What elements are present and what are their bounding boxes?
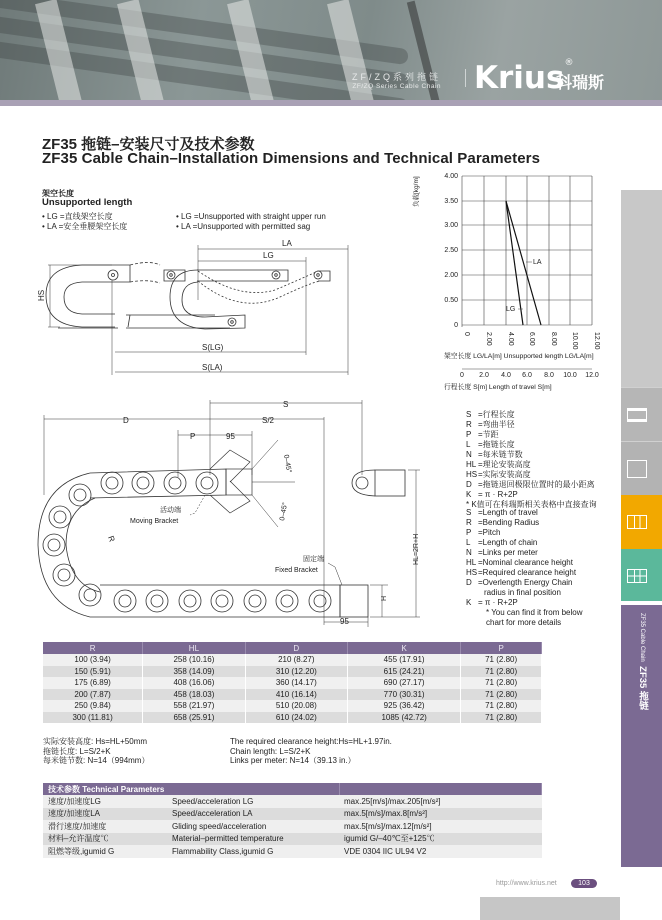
legend-value: =Pitch — [478, 528, 501, 537]
legend-value: =Overlength Energy Chain — [478, 578, 573, 587]
pitch-dim-label: P — [190, 432, 196, 441]
cell: 610 (24.02) — [245, 712, 347, 724]
grid-icon — [627, 569, 647, 583]
x-tick: 2.00 — [485, 332, 492, 346]
y-tick: 0.50 — [444, 297, 458, 304]
cell: 210 (8.27) — [245, 654, 347, 666]
col-header-d: D — [245, 642, 347, 654]
legend-key: R — [466, 518, 472, 527]
formula-line: 拖链长度: L=S/2+K — [43, 746, 111, 756]
radius-label: R — [106, 534, 117, 544]
page-title-en: ZF35 Cable Chain–Installation Dimensions and Technical Parameters — [42, 150, 541, 167]
series-en: ZF/ZQ Series Cable Chain — [352, 83, 441, 90]
y-tick: 2.00 — [444, 272, 458, 279]
x2-axis-label: 行程长度 S[m] Length of travel S[m] — [444, 384, 552, 391]
cell: 71 (2.80) — [461, 689, 542, 701]
banner-band — [0, 100, 662, 106]
cell: 150 (5.91) — [43, 666, 143, 678]
legend-key: HL — [466, 558, 477, 567]
legend-key: K — [466, 490, 472, 499]
y-tick: 4.00 — [444, 173, 458, 180]
table-row — [43, 795, 542, 808]
x2-tick: 2.0 — [479, 372, 489, 379]
fixed-bracket-cn: 固定端 — [303, 556, 324, 563]
unsupported-bullets-en — [176, 212, 326, 232]
angle-bottom-label: 0–45° — [279, 502, 290, 522]
x2-tick: 0 — [460, 372, 464, 379]
legend-value: =Length of chain — [478, 538, 538, 547]
formulas-en — [230, 737, 392, 766]
param-en: Speed/acceleration LA — [167, 808, 339, 821]
cell: 455 (17.91) — [348, 654, 461, 666]
cell: 458 (18.03) — [143, 689, 245, 701]
cell: 408 (16.06) — [143, 677, 245, 689]
legend-value: =实际安装高度 — [478, 470, 531, 479]
three-cell-icon — [627, 515, 647, 529]
bullet-lg-en: • LG =Unsupported with straight upper run — [176, 212, 326, 222]
side-tab-label-cn: ZF35 拖链 — [637, 666, 648, 710]
side-tab-label — [633, 613, 651, 710]
s-lg-label: S(LG) — [202, 343, 224, 352]
legend-value: =弯曲半径 — [478, 420, 515, 429]
formula-line: Chain length: L=S/2+K — [230, 746, 311, 756]
param-en: Material–permitted temperature — [167, 833, 339, 846]
bracket-icon — [627, 408, 647, 422]
chain-end-link — [352, 470, 405, 496]
angle-top-label: 0–45° — [282, 454, 293, 474]
formulas-cn — [43, 737, 149, 766]
legend-key: K — [466, 598, 472, 607]
param-cn: 滑行速度/加速度 — [43, 820, 167, 833]
y-tick: 3.00 — [444, 222, 458, 229]
param-cn: 速度/加速度LG — [43, 795, 167, 808]
footer-bar — [480, 897, 620, 920]
formula-line: Links per meter: N=14（39.13 in.） — [230, 756, 356, 765]
table-header-row — [43, 642, 542, 654]
fixed-bracket — [340, 585, 368, 617]
cell: 615 (24.21) — [348, 666, 461, 678]
legend-key: N — [466, 450, 472, 459]
section-heading-cn: 架空长度 — [42, 189, 74, 198]
cell: 175 (6.89) — [43, 677, 143, 689]
legend-value: =拖链长度 — [478, 440, 515, 449]
table-row — [43, 700, 542, 712]
param-value: max.25[m/s]/max.205[m/s²] — [339, 795, 542, 808]
legend-value: =理论安装高度 — [478, 460, 531, 469]
cell: 658 (25.91) — [143, 712, 245, 724]
legend-value: radius in final position — [484, 588, 561, 597]
bullet-la-en: • LA =Unsupported with permitted sag — [176, 222, 326, 232]
x2-tick: 4.0 — [501, 372, 511, 379]
param-cn: 材料–允许温度℃ — [43, 833, 167, 846]
lg-label: LG — [263, 251, 274, 260]
x-tick: 10.00 — [571, 332, 578, 350]
side-tab-category-1[interactable] — [621, 387, 662, 441]
legend-key: L — [466, 538, 471, 547]
h-dim-label: H — [381, 595, 388, 601]
x2-tick: 10.0 — [563, 372, 577, 379]
legend-value: = π · R+2P — [478, 490, 518, 499]
legend-key: HS — [466, 568, 478, 577]
param-en: Gliding speed/acceleration — [167, 820, 339, 833]
legend-key: D — [466, 480, 472, 489]
side-tab-label-en: ZF35 Cable Chain — [639, 613, 645, 662]
chart-grid — [462, 176, 592, 327]
side-tab-category-4[interactable] — [621, 549, 662, 601]
legend-note-en: * You can find it from below — [486, 608, 583, 617]
x-tick: 6.00 — [528, 332, 535, 346]
brand-name: Krius — [474, 60, 565, 96]
hs-label: HS — [37, 289, 46, 301]
x-tick: 0 — [463, 332, 470, 336]
legend-key: S — [466, 410, 472, 419]
technical-parameters-table — [43, 783, 542, 858]
symbol-legend-en — [466, 508, 583, 628]
width-95-top: 95 — [226, 432, 235, 441]
cell: 358 (14.09) — [143, 666, 245, 678]
registered-mark: ® — [564, 57, 574, 68]
s-half-dim-label: S/2 — [262, 416, 275, 425]
header-divider — [465, 69, 466, 87]
legend-value: =Length of travel — [478, 508, 538, 517]
side-tab-category-3[interactable] — [621, 495, 662, 549]
frame-icon — [627, 460, 647, 478]
s-dim-label: S — [283, 400, 289, 409]
cell: 360 (14.17) — [245, 677, 347, 689]
legend-key — [466, 588, 478, 598]
param-cn: 速度/加速度LA — [43, 808, 167, 821]
legend-note-cn: * K值可在科瑞斯相关表格中直接查询 — [466, 500, 597, 509]
page-number-badge: 103 — [571, 879, 597, 888]
table-row — [43, 808, 542, 821]
x-tick: 8.00 — [550, 332, 557, 346]
load-chart — [410, 165, 610, 395]
symbol-legend-cn — [466, 410, 597, 510]
param-value: max.5[m/s]/max.8[m/s²] — [339, 808, 542, 821]
moving-bracket-en: Moving Bracket — [130, 518, 179, 525]
cell: 71 (2.80) — [461, 700, 542, 712]
width-95-bottom: 95 — [340, 617, 349, 626]
legend-key: HL — [466, 460, 477, 469]
formula-line: The required clearance height:Hs=HL+1.97in. — [230, 737, 392, 746]
page-title-cn: ZF35 拖链–安装尺寸及技术参数 — [42, 136, 255, 153]
table-row — [43, 666, 542, 678]
unsupported-bullets-cn — [42, 212, 127, 232]
table-row — [43, 677, 542, 689]
legend-note-en: chart for more details — [486, 618, 562, 627]
x-axis-label: 架空长度 LG/LA[m] Unsupported length LG/LA[m] — [444, 353, 594, 360]
param-cn: 阻燃等级,igumid G — [43, 845, 167, 858]
legend-key: L — [466, 440, 471, 449]
param-value: VDE 0304 IIC UL94 V2 — [339, 845, 542, 858]
cell: 510 (20.08) — [245, 700, 347, 712]
bullet-lg-cn: • LG =直线架空长度 — [42, 212, 127, 222]
s-la-label: S(LA) — [202, 363, 223, 372]
table-row — [43, 833, 542, 846]
legend-value: =每米链节数 — [478, 450, 523, 459]
website-link[interactable]: http://www.krius.net — [496, 880, 557, 887]
col-header-p: P — [461, 642, 542, 654]
y-tick: 2.50 — [444, 247, 458, 254]
param-en: Flammability Class,igumid G — [167, 845, 339, 858]
tech-table-title: 技术参数 Technical Parameters — [43, 783, 339, 795]
side-tab-current-product[interactable] — [621, 605, 662, 867]
cell: 310 (12.20) — [245, 666, 347, 678]
legend-value: =行程长度 — [478, 410, 515, 419]
hl-dim-label: HL=2R+H — [413, 533, 420, 565]
bullet-la-cn: • LA =安全垂腰架空长度 — [42, 222, 127, 232]
legend-key: S — [466, 508, 472, 517]
y-axis-label: 负载[kg/m] — [413, 176, 420, 207]
cell: 100 (3.94) — [43, 654, 143, 666]
legend-key: P — [466, 528, 472, 537]
cell: 1085 (42.72) — [348, 712, 461, 724]
legend-key: D — [466, 578, 472, 587]
installation-drawing — [30, 395, 430, 635]
chain-links-lower — [90, 585, 368, 617]
dimensions-table — [43, 642, 542, 723]
cell: 258 (10.16) — [143, 654, 245, 666]
cell: 71 (2.80) — [461, 712, 542, 724]
chain-links-upper — [90, 469, 226, 498]
legend-value: =Links per meter — [478, 548, 538, 557]
legend-value: =Required clearance height — [478, 568, 577, 577]
lg-series-label: LG — [506, 306, 516, 313]
formula-line: 每米链节数: N=14（994mm） — [43, 756, 150, 765]
table-row — [43, 654, 542, 666]
x2-tick: 6.0 — [522, 372, 532, 379]
series-label — [352, 70, 441, 90]
unsupported-length-drawing — [30, 235, 370, 385]
legend-key: N — [466, 548, 472, 557]
cell: 925 (36.42) — [348, 700, 461, 712]
cell: 770 (30.31) — [348, 689, 461, 701]
cell: 690 (27.17) — [348, 677, 461, 689]
fixed-bracket-en: Fixed Bracket — [275, 567, 318, 574]
legend-value: =节距 — [478, 430, 499, 439]
side-tab-blank — [621, 190, 662, 387]
cell: 71 (2.80) — [461, 654, 542, 666]
tech-table-header-blank — [339, 783, 542, 795]
x-tick: 4.00 — [507, 332, 514, 346]
cell: 250 (9.84) — [43, 700, 143, 712]
legend-key: P — [466, 430, 472, 439]
formula-line: 实际安装高度: Hs=HL+50mm — [43, 737, 148, 746]
legend-key: R — [466, 420, 472, 429]
x2-tick: 12.0 — [585, 372, 599, 379]
legend-key: HS — [466, 470, 478, 479]
cell: 558 (21.97) — [143, 700, 245, 712]
table-row — [43, 820, 542, 833]
cell: 300 (11.81) — [43, 712, 143, 724]
section-heading-en: Unsupported length — [42, 197, 133, 208]
col-header-k: K — [348, 642, 461, 654]
table-row — [43, 712, 542, 724]
la-label: LA — [282, 239, 292, 248]
y-tick: 3.50 — [444, 198, 458, 205]
chain-links-bend — [38, 473, 101, 617]
moving-bracket-cn: 活动端 — [160, 507, 181, 514]
legend-value: =拖链退回极限位置时的最小距离 — [478, 480, 595, 489]
table-header-row — [43, 783, 542, 795]
legend-value: =Nominal clearance height — [478, 558, 573, 567]
cell: 71 (2.80) — [461, 666, 542, 678]
cell: 200 (7.87) — [43, 689, 143, 701]
table-row — [43, 689, 542, 701]
param-value: igumid G/–40℃至+125℃ — [339, 833, 542, 846]
legend-value: =Bending Radius — [478, 518, 540, 527]
x2-tick: 8.0 — [544, 372, 554, 379]
cell: 410 (16.14) — [245, 689, 347, 701]
side-tab-category-2[interactable] — [621, 441, 662, 495]
cell: 71 (2.80) — [461, 677, 542, 689]
col-header-r: R — [43, 642, 143, 654]
param-en: Speed/acceleration LG — [167, 795, 339, 808]
brand-name-cn: 科瑞斯 — [556, 75, 605, 92]
col-header-hl: HL — [143, 642, 245, 654]
param-value: max.5[m/s]/max.12[m/s²] — [339, 820, 542, 833]
legend-value: = π · R+2P — [478, 598, 518, 607]
d-dim-label: D — [123, 416, 129, 425]
series-cn: ZF/ZQ系列拖链 — [352, 72, 441, 82]
y-tick: 0 — [454, 322, 458, 329]
la-series-label: LA — [533, 259, 542, 266]
x-tick: 12.00 — [593, 332, 600, 350]
table-row — [43, 845, 542, 858]
